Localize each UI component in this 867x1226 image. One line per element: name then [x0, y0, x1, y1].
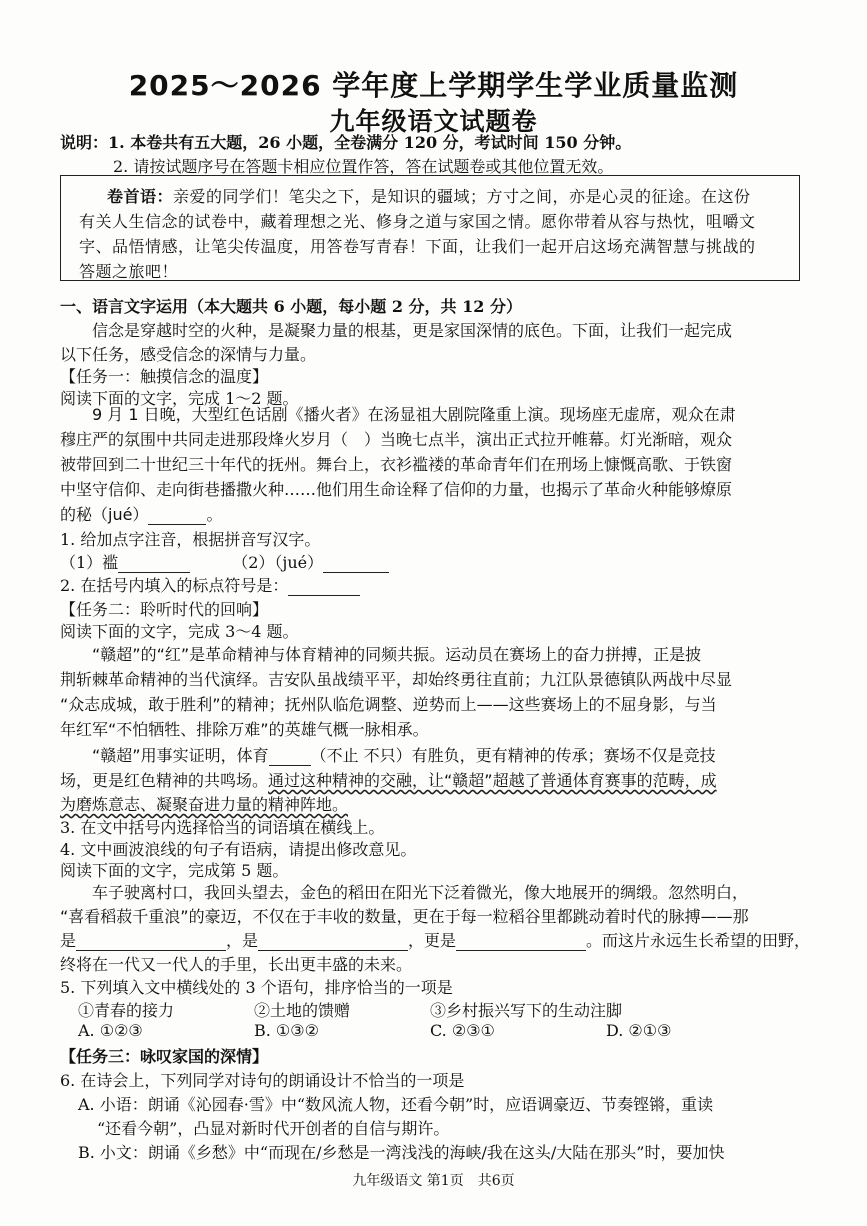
question-3: 3. 在文中括号内选择恰当的词语填在横线上。	[60, 818, 385, 837]
passage-4-text-3c: ，更是	[408, 931, 457, 950]
wavy-sentence: 通过这种精神的交融，让“赣超”超越了普通体育赛事的范畴，成	[268, 771, 717, 790]
q5-statement-3: ③乡村振兴写下的生动注脚	[430, 1001, 623, 1020]
q6-option-a-line-2: “还看今朝”，凸显对新时代开创者的自信与期许。	[97, 1119, 450, 1138]
passage-4-text-3a: 是	[60, 931, 77, 950]
answer-blank[interactable]	[148, 508, 206, 525]
passage-2-line-2: 荆斩棘革命精神的当代演绎。吉安队虽战绩平平，却始终勇往直前；九江队景德镇队两战中尽显	[60, 670, 733, 689]
q5-option-c[interactable]: C. ②③①	[430, 1021, 495, 1040]
passage-2-line-1: “赣超”的“红”是革命精神与体育精神的同频共振。运动员在赛场上的奋力拼搏，正是披	[92, 645, 702, 664]
passage-4-line-2: “喜看稻菽千重浪”的豪迈，不仅在于丰收的数量，更在于每一粒稻谷里都跳动着时代的脉搏——那	[60, 907, 749, 926]
passage-1-line-5	[60, 502, 222, 525]
q6-option-a-line-1[interactable]: A. 小语：朗诵《沁园春·雪》中“数风流人物，还看今朝”时，应语调豪迈、节奏铿锵，重读	[78, 1095, 714, 1114]
question-4: 4. 文中画波浪线的句子有语病，请提出修改意见。	[60, 840, 417, 859]
exam-subtitle: 九年级语文试题卷	[329, 107, 538, 136]
preface-text-1: 亲爱的同学们！笔尖之下，是知识的疆域；方寸之间，亦是心灵的征途。在这份	[173, 187, 751, 206]
intro-line-1: 信念是穿越时空的火种，是凝聚力量的根基，更是家国深情的底色。下面，让我们一起完成	[92, 321, 733, 340]
passage-3-line-1	[92, 743, 716, 766]
passage-2-line-4: 年红军“不怕牺牲、排除万难”的英雄气概一脉相承。	[60, 720, 429, 739]
passage-1-line-1: 9 月 1 日晚，大型红色话剧《播火者》在汤显祖大剧院隆重上演。现场座无虚席，观众在肃	[92, 405, 736, 424]
answer-blank[interactable]	[118, 556, 190, 573]
passage-1-line-2: 穆庄严的氛围中共同走进那段烽火岁月（ ）当晚七点半，演出正式拉开帷幕。灯光渐暗，观众	[60, 430, 733, 449]
preface-line-2: 有关人生信念的试卷中，藏着理想之光、修身之道与家国之情。愿你带着从容与热忱，咀嚼文	[79, 212, 756, 231]
preface-line-4: 答题之旅吧！	[79, 262, 179, 281]
passage-1-text-5: 的秘（jué）	[60, 505, 149, 524]
question-1-parts	[60, 550, 389, 573]
question-1-part-a: （1）褴	[60, 553, 119, 572]
passage-4-line-4: 终将在一代又一代人的手里，长出更丰盛的未来。	[60, 955, 413, 974]
passage-1-end: 。	[206, 505, 223, 524]
passage-1-line-4: 中坚守信仰、走向街巷播撒火种……他们用生命诠释了信仰的力量，也揭示了革命火种能够燎原	[60, 480, 733, 499]
passage-3-text-1a: “赣超”用事实证明，体育	[92, 746, 269, 765]
instructions-line-2: 2. 请按试题序号在答题卡相应位置作答，答在试题卷或其他位置无效。	[113, 157, 614, 176]
task-1-title: 【任务一：触摸信念的温度】	[60, 367, 269, 386]
q5-statement-1: ①青春的接力	[78, 1001, 175, 1020]
passage-2-line-3: “众志成城，敢于胜利”的精神；抚州队临危调整、逆势而上——这些赛场上的不屈身影，与当	[60, 695, 717, 714]
q5-option-d[interactable]: D. ②①③	[606, 1021, 672, 1040]
exam-title: 2025～2026 学年度上学期学生学业质量监测	[128, 69, 739, 102]
answer-blank[interactable]	[269, 749, 311, 766]
question-2	[60, 573, 360, 596]
answer-blank[interactable]	[258, 934, 408, 951]
question-5: 5. 下列填入文中横线处的 3 个语句，排序恰当的一项是	[60, 978, 453, 997]
question-1: 1. 给加点字注音，根据拼音写汉字。	[60, 530, 321, 549]
preface-label: 卷首语：	[107, 187, 174, 206]
wavy-sentence-end: 为磨炼意志、凝聚奋进力量的精神阵地。	[60, 795, 349, 814]
passage-3-text-1b: （不止 不只）有胜负，更有精神的传承；赛场不仅是竞技	[310, 746, 716, 765]
read-instruction-1: 阅读下面的文字，完成 1～2 题。	[60, 389, 299, 408]
q5-option-a[interactable]: A. ①②③	[78, 1021, 143, 1040]
read-instruction-2: 阅读下面的文字，完成 3～4 题。	[60, 622, 299, 641]
page-footer: 九年级语文 第1页 共6页	[352, 1173, 515, 1189]
preface-line-3: 字、品悟情感，让笔尖传温度，用答卷写青春！下面，让我们一起开启这场充满智慧与挑战的	[79, 237, 756, 256]
preface-box	[60, 175, 800, 281]
passage-4-line-1: 车子驶离村口，我回头望去，金色的稻田在阳光下泛着微光，像大地展开的绸缎。忽然明白，	[92, 883, 749, 902]
passage-1-line-3: 被带回到二十世纪三十年代的抚州。舞台上，衣衫褴褛的革命青年们在刑场上慷慨高歌、于铁窗	[60, 455, 733, 474]
answer-blank[interactable]	[456, 934, 586, 951]
question-1-part-b: （2）（jué）	[232, 553, 324, 572]
q6-option-b-line-1[interactable]: B. 小文：朗诵《乡愁》中“而现在/乡愁是一湾浅浅的海峡/我在这头/大陆在那头”时，要加快	[78, 1143, 725, 1162]
question-6: 6. 在诗会上，下列同学对诗句的朗诵设计不恰当的一项是	[60, 1071, 465, 1090]
read-instruction-3: 阅读下面的文字，完成第 5 题。	[60, 861, 289, 880]
passage-4-text-3d: 。而这片永远生长希望的田野，	[586, 931, 811, 950]
answer-blank[interactable]	[288, 579, 360, 596]
q5-statement-2: ②土地的馈赠	[254, 1001, 351, 1020]
task-3-title: 【任务三：咏叹家国的深情】	[60, 1047, 269, 1066]
q5-option-b[interactable]: B. ①③②	[254, 1021, 319, 1040]
passage-4-text-3b: ，是	[226, 931, 259, 950]
passage-3-text-2a: 场，更是红色精神的共鸣场。	[60, 771, 269, 790]
intro-line-2: 以下任务，感受信念的深情与力量。	[60, 345, 317, 364]
question-2-text: 2. 在括号内填入的标点符号是：	[60, 576, 289, 595]
section-1-heading: 一、语言文字运用（本大题共 6 小题，每小题 2 分，共 12 分）	[60, 297, 522, 316]
instructions-line-1: 说明：1. 本卷共有五大题，26 小题，全卷满分 120 分，考试时间 150 分钟。	[60, 133, 632, 152]
passage-4-line-3	[60, 928, 810, 951]
passage-3-line-2	[60, 768, 717, 791]
answer-blank[interactable]	[323, 556, 389, 573]
answer-blank[interactable]	[76, 934, 226, 951]
preface-line-1	[107, 184, 751, 207]
task-2-title: 【任务二：聆听时代的回响】	[60, 600, 269, 619]
